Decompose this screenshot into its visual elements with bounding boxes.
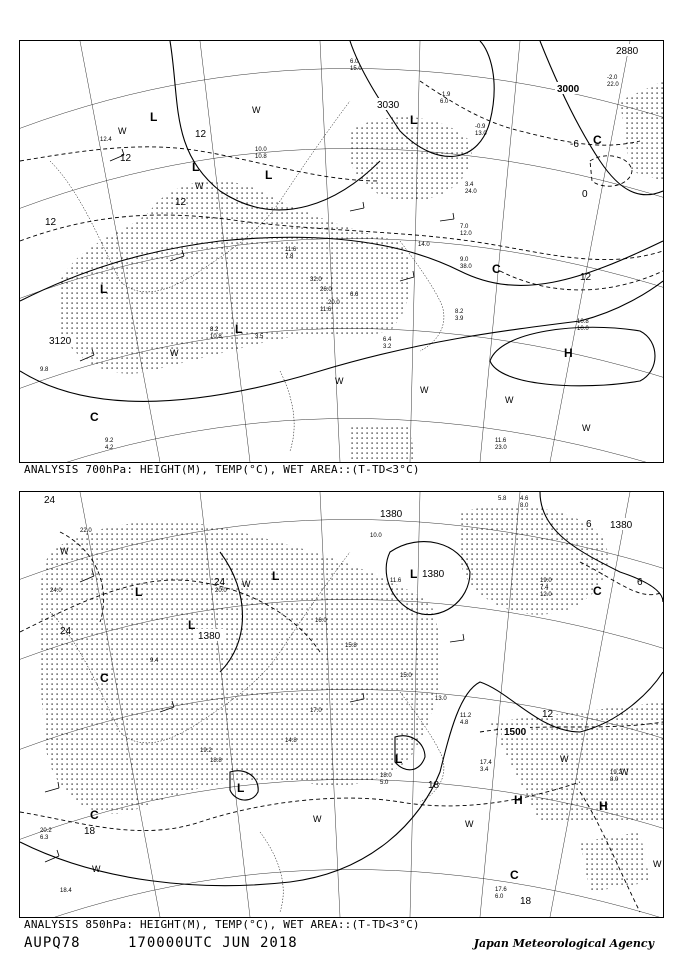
high-centre-label: H xyxy=(599,799,608,813)
isotherm-label: 12 xyxy=(120,153,132,164)
station-value: 9.8 xyxy=(40,367,49,373)
station-value: 12.0 xyxy=(540,592,552,598)
isotherm-label: 6 xyxy=(637,577,643,588)
station-value: 3.5 xyxy=(255,334,264,340)
station-value: 17.0 xyxy=(310,708,322,714)
station-value: 15.8 xyxy=(345,643,357,649)
wet-area-850 xyxy=(38,506,663,892)
low-centre-label: L xyxy=(237,781,245,795)
station-value: 17.4 xyxy=(480,760,492,766)
isotherm-label: 12 xyxy=(45,217,57,228)
agency-name: Japan Meteorological Agency xyxy=(473,937,654,950)
bulletin-code: AUPQ78 xyxy=(24,935,81,951)
warm-centre-label: W xyxy=(195,181,204,191)
warm-centre-label: W xyxy=(505,395,514,405)
contour-label: 1380 xyxy=(422,569,445,580)
station-value: 8.2 xyxy=(210,327,219,333)
station-value: 18.8 xyxy=(210,758,222,764)
station-value: 8.2 xyxy=(455,309,464,315)
warm-centre-label: W xyxy=(582,423,591,433)
station-value: 6.0 xyxy=(350,59,359,65)
caption-700hpa: ANALYSIS 700hPa: HEIGHT(M), TEMP(°C), WET AREA::(T-TD<3°C) xyxy=(24,463,420,476)
station-value: 3.9 xyxy=(455,316,464,322)
station-value: 19.0 xyxy=(540,578,552,584)
station-value: 24.0 xyxy=(50,588,62,594)
warm-centre-label: W xyxy=(92,864,101,874)
station-value: 18.0 xyxy=(380,773,392,779)
station-value: 11.6 xyxy=(495,438,507,444)
isotherm-label: 0 xyxy=(582,189,588,200)
station-value: 8.0 xyxy=(610,777,619,783)
station-value: 14.0 xyxy=(418,242,430,248)
cold-centre-label: C xyxy=(492,262,501,276)
isotherm-label: 12 xyxy=(580,272,592,283)
isotherm-label: 24 xyxy=(214,577,226,588)
warm-centre-label: W xyxy=(252,105,261,115)
station-value: 5.0 xyxy=(380,780,389,786)
station-value: 10.0 xyxy=(370,533,382,539)
contour-label: 3030 xyxy=(377,100,400,111)
low-centre-label: L xyxy=(395,752,403,766)
isotherm-label: 18 xyxy=(520,896,532,907)
station-value: 11.6 xyxy=(285,247,297,253)
warm-centre-label: W xyxy=(60,546,69,556)
contour-label: 1500 xyxy=(504,727,527,738)
cold-centre-label: C xyxy=(90,808,99,822)
contour-label: 1380 xyxy=(610,520,633,531)
station-value: 3.2 xyxy=(383,344,392,350)
station-value: 4.6 xyxy=(520,496,529,502)
low-centre-label: L xyxy=(410,567,418,581)
station-value: 4.2 xyxy=(105,445,114,451)
station-value: 6.3 xyxy=(40,835,49,841)
isotherm-label: 12 xyxy=(542,709,554,720)
station-value: 19.2 xyxy=(610,770,622,776)
station-value: 22.0 xyxy=(80,528,92,534)
station-value: 24.0 xyxy=(465,189,477,195)
low-centre-label: L xyxy=(150,110,158,124)
cold-centre-label: C xyxy=(593,133,602,147)
station-value: 3.4 xyxy=(480,767,489,773)
warm-centre-label: W xyxy=(653,859,662,869)
warm-centre-label: W xyxy=(620,767,629,777)
station-value: 10.0 xyxy=(577,326,589,332)
analysis-time: 170000UTC JUN 2018 xyxy=(128,935,298,951)
low-centre-label: L xyxy=(100,282,108,296)
isotherm-label: 18 xyxy=(428,780,440,791)
low-centre-label: L xyxy=(265,168,273,182)
station-value: 20.0 xyxy=(328,300,340,306)
low-centre-label: L xyxy=(235,322,243,336)
warm-centre-label: W xyxy=(560,754,569,764)
high-centre-label: H xyxy=(514,793,523,807)
map-850hpa-svg xyxy=(20,492,663,917)
station-value: 17.6 xyxy=(495,887,507,893)
isotherm-label: -6 xyxy=(570,139,579,150)
station-value: 9.0 xyxy=(460,257,469,263)
station-value: 20.0 xyxy=(215,588,227,594)
station-value: 10.8 xyxy=(210,334,222,340)
station-value: 15.0 xyxy=(350,66,362,72)
low-centre-label: L xyxy=(188,618,196,632)
cold-centre-label: C xyxy=(510,868,519,882)
station-value: 13.0 xyxy=(435,696,447,702)
contour-label: 1380 xyxy=(380,509,403,520)
isotherm-label: 24 xyxy=(60,626,72,637)
station-value: 20.2 xyxy=(40,828,52,834)
station-value: 10.0 xyxy=(255,147,267,153)
contour-label: 3120 xyxy=(49,336,72,347)
station-value: 19.2 xyxy=(200,748,212,754)
low-centre-label: L xyxy=(135,585,143,599)
warm-centre-label: W xyxy=(465,819,474,829)
station-value: 12.0 xyxy=(460,231,472,237)
station-value: -2.0 xyxy=(607,75,618,81)
warm-centre-label: W xyxy=(242,579,251,589)
station-value: 14.8 xyxy=(285,738,297,744)
station-value: 3.4 xyxy=(465,182,474,188)
warm-centre-label: W xyxy=(335,376,344,386)
station-value: 15.0 xyxy=(400,673,412,679)
station-value: 6.0 xyxy=(440,99,449,105)
station-value: 11.6 xyxy=(390,578,402,584)
station-value: 23.0 xyxy=(495,445,507,451)
station-value: 11.2 xyxy=(460,713,472,719)
station-value: -0.9 xyxy=(475,124,486,130)
station-value: 7.8 xyxy=(285,254,294,260)
cold-centre-label: C xyxy=(90,410,99,424)
isotherm-label: 18 xyxy=(84,826,96,837)
station-value: 12.4 xyxy=(100,137,112,143)
station-value: 6.6 xyxy=(350,292,359,298)
station-value: 9.2 xyxy=(105,438,114,444)
station-value: 4.8 xyxy=(460,720,469,726)
station-value: 7.4 xyxy=(540,585,549,591)
station-value: 26.0 xyxy=(320,287,332,293)
map-panel-850hpa xyxy=(19,491,664,918)
station-value: 6.0 xyxy=(495,894,504,900)
high-centre-label: H xyxy=(564,346,573,360)
station-value: 10.8 xyxy=(255,154,267,160)
contour-label: 1380 xyxy=(198,631,221,642)
warm-centre-label: W xyxy=(118,126,127,136)
isotherm-label: 12 xyxy=(195,129,207,140)
station-value: 9.4 xyxy=(150,658,159,664)
station-value: 10.8 xyxy=(577,319,589,325)
station-value: 18.4 xyxy=(60,888,72,894)
station-value: 22.0 xyxy=(607,82,619,88)
map-700hpa-svg xyxy=(20,41,663,462)
low-centre-label: L xyxy=(272,569,280,583)
low-centre-label: L xyxy=(410,113,418,127)
station-value: 8.0 xyxy=(520,503,529,509)
cold-centre-label: C xyxy=(593,584,602,598)
warm-centre-label: W xyxy=(420,385,429,395)
contour-label: 2880 xyxy=(616,46,639,57)
station-value: -1.9 xyxy=(440,92,451,98)
station-value: 32.0 xyxy=(310,277,322,283)
station-value: 16.0 xyxy=(315,618,327,624)
station-value: 13.0 xyxy=(475,131,487,137)
isotherm-label: 12 xyxy=(175,197,187,208)
warm-centre-label: W xyxy=(313,814,322,824)
station-value: 38.0 xyxy=(460,264,472,270)
contour-label: 3000 xyxy=(557,84,580,95)
caption-850hpa: ANALYSIS 850hPa: HEIGHT(M), TEMP(°C), WET AREA::(T-TD<3°C) xyxy=(24,918,420,931)
isotherm-label: 24 xyxy=(44,495,56,506)
station-value: 11.6 xyxy=(320,307,332,313)
station-value: 7.0 xyxy=(460,224,469,230)
low-centre-label: L xyxy=(192,160,200,174)
station-value: 5.8 xyxy=(498,496,507,502)
station-value: 6.4 xyxy=(383,337,392,343)
warm-centre-label: W xyxy=(170,348,179,358)
map-panel-700hpa xyxy=(19,40,664,463)
cold-centre-label: C xyxy=(100,671,109,685)
isotherm-label: 6 xyxy=(586,519,592,530)
